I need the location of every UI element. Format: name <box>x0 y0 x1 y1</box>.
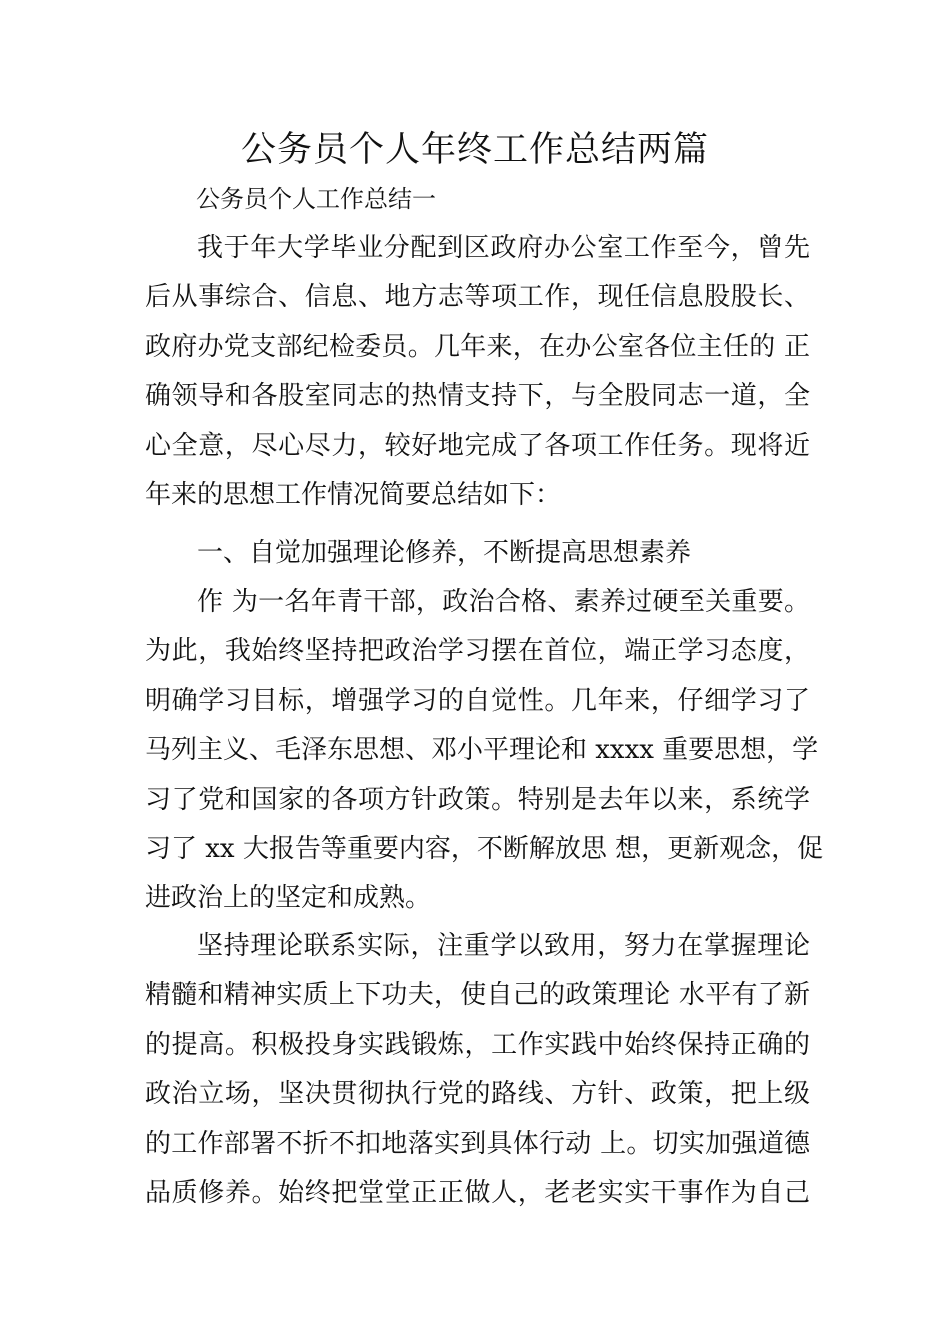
text-line: 精髓和精神实质上下功夫，使自己的政策理论 水平有了新 <box>145 980 810 1011</box>
text-line: 的工作部署不折不扣地落实到具体行动 上。切实加强道德 <box>145 1128 810 1159</box>
text-line: 的提高。积极投身实践锻炼，工作实践中始终保持正确的 <box>145 1029 810 1060</box>
text-line: 后从事综合、信息、地方志等项工作，现任信息股股长、 <box>145 282 810 313</box>
text-line: 政治立场，坚决贯彻执行党的路线、方针、政策，把上级 <box>145 1079 810 1110</box>
document-subtitle: 公务员个人工作总结一 <box>196 185 436 213</box>
text-line: 年来的思想工作情况简要总结如下： <box>145 479 562 510</box>
text-line: 确领导和各股室同志的热情支持下，与全股同志一道，全 <box>145 381 810 412</box>
paragraph-2 <box>145 578 824 924</box>
text-line: 马列主义、毛泽东思想、邓小平理论和 xxxx 重要思想，学 <box>145 735 819 766</box>
section-heading-1 <box>145 529 810 578</box>
text-line: 为此，我始终坚持把政治学习摆在首位，端正学习态度， <box>145 636 810 667</box>
section-heading-text: 一、自觉加强理论修养，不断提高思想素养 <box>197 538 692 568</box>
text-line: 政府办党支部纪检委员。几年来，在办公室各位主任的 正 <box>145 331 810 362</box>
document-title: 公务员个人年终工作总结两篇 <box>240 130 709 170</box>
text-line: 心全意，尽心尽力，较好地完成了各项工作任务。现将近 <box>145 430 810 461</box>
text-line: 明确学习目标，增强学习的自觉性。几年来，仔细学习了 <box>145 685 810 716</box>
paragraph-3 <box>145 922 810 1218</box>
text-line: 品质修养。始终把堂堂正正做人，老老实实干事作为自己 <box>145 1177 810 1208</box>
text-line: 习了党和国家的各项方针政策。特别是去年以来，系统学 <box>145 784 810 815</box>
text-line: 作 为一名年青干部，政治合格、素养过硬至关重要。 <box>197 587 810 617</box>
paragraph-1 <box>145 224 810 520</box>
text-line: 进政治上的坚定和成熟。 <box>145 883 432 914</box>
text-line: 坚持理论联系实际，注重学以致用，努力在掌握理论 <box>197 931 810 961</box>
text-line: 我于年大学毕业分配到区政府办公室工作至今，曾先 <box>197 233 810 263</box>
text-line: 习了 xx 大报告等重要内容，不断解放思 想，更新观念，促 <box>145 833 824 864</box>
